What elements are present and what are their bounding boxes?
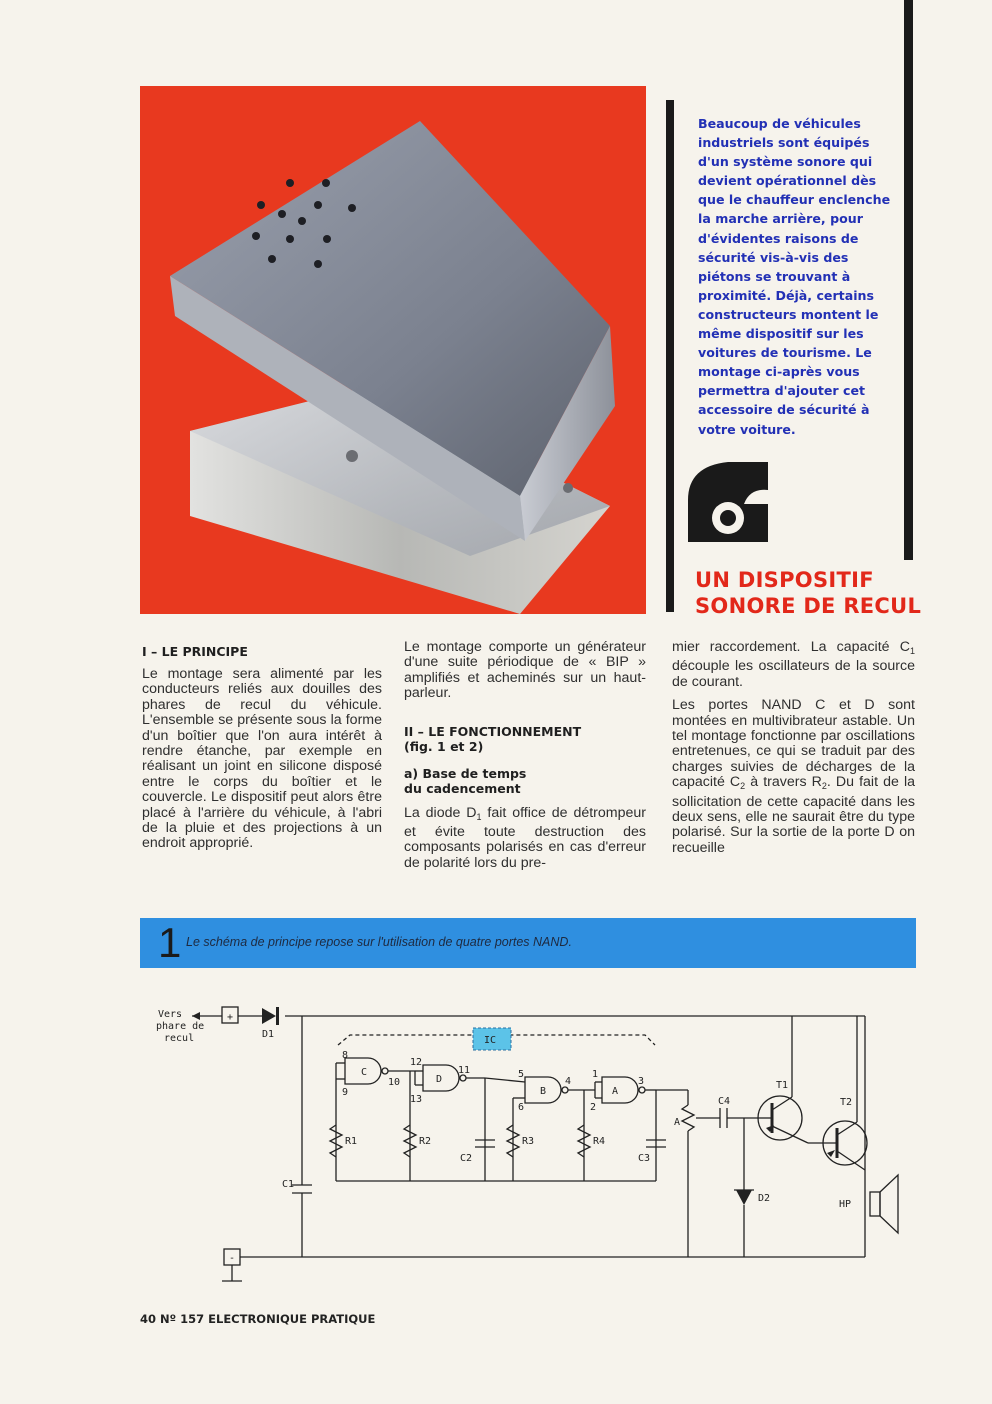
column-3: [672, 640, 915, 864]
portes-sub-2: 2: [821, 781, 827, 792]
label-d2: D2: [758, 1193, 771, 1204]
pin-11: 11: [458, 1065, 471, 1076]
figure-caption: Le schéma de principe repose sur l'utilisation de quatre portes NAND.: [186, 935, 572, 949]
heading-base-temps: [404, 766, 646, 796]
label-r4: R4: [593, 1136, 606, 1147]
label-hp: HP: [839, 1199, 852, 1210]
label-gate-c: C: [361, 1067, 368, 1078]
paragraph-diode: [404, 806, 646, 872]
portes-text-a: Les portes NAND C et D sont montées en multivibrateur astable. Un tel montage fonctionne par oscillations entretenues, ce qui se traduit par des charges suivies de décharges de la capacité C: [672, 697, 915, 791]
pin-1: 1: [592, 1069, 599, 1080]
pin-8: 8: [342, 1050, 349, 1061]
pin-5: 5: [518, 1069, 525, 1080]
label-r3: R3: [522, 1136, 535, 1147]
intro-text: Beaucoup de véhicules industriels sont équipés d'un système sonore qui devient opérationnel dès que le chauffeur enclenche la marche arrière, pour d'évidentes raisons de sécurité vis-à-vis des piétons se trouvant à proximité. Déjà, certains constructeurs montent le même dispositif sur les voitures de tourisme. Le montage ci-après vous permettra d'ajouter cet accessoire de sécurité à votre voiture.: [698, 116, 891, 437]
column-1: [142, 644, 382, 860]
portes-sub-1: 2: [740, 781, 746, 792]
label-recul: recul: [164, 1033, 195, 1044]
portes-text-b: à travers R: [745, 774, 822, 791]
label-t1: T1: [776, 1080, 789, 1091]
label-t2: T2: [840, 1097, 853, 1108]
title-line-2: SONORE DE RECUL: [695, 594, 922, 618]
vertical-rule-right: [904, 0, 913, 560]
pin-10: 10: [388, 1077, 401, 1088]
portes-text-c: . Du fait de la sollicitation de cette capacité dans les deux sens, elle ne saurait être du type polarisé. Sur la sortie de la porte D on recueille: [672, 774, 915, 856]
capacite-sub: 1: [909, 646, 915, 656]
diode-sub: 1: [476, 811, 482, 822]
label-gate-a: A: [612, 1086, 619, 1097]
heading-fonctionnement-line2: (fig. 1 et 2): [404, 738, 484, 754]
pin-12: 12: [410, 1057, 423, 1068]
label-vers: Vers: [158, 1009, 183, 1020]
heading-base-temps-line2: du cadencement: [404, 780, 521, 796]
capacite-text-b: découple les oscillateurs de la source de courant.: [672, 658, 915, 690]
capacite-text-a: mier raccordement. La capacité C: [672, 639, 910, 655]
article-title: [695, 567, 921, 619]
pin-2: 2: [590, 1102, 597, 1113]
figure-caption-banner: [140, 918, 916, 968]
pin-3: 3: [638, 1076, 645, 1087]
enclosure-photo: [140, 86, 646, 614]
label-r2: R2: [419, 1136, 432, 1147]
vertical-rule-left: [666, 100, 674, 612]
label-plus: +: [227, 1012, 234, 1023]
pin-13: 13: [410, 1094, 423, 1105]
page-footer: 40 Nº 157 ELECTRONIQUE PRATIQUE: [140, 1312, 376, 1326]
heading-fonctionnement-line1: II – LE FONCTIONNEMENT: [404, 723, 582, 739]
title-line-1: UN DISPOSITIF: [695, 568, 874, 592]
pin-4: 4: [565, 1076, 572, 1087]
label-phare: phare de: [156, 1021, 205, 1032]
paragraph-portes: [672, 698, 915, 856]
pin-6: 6: [518, 1102, 525, 1113]
paragraph-principe: Le montage sera alimenté par les conducteurs reliés aux douilles des phares de recul du véhicule. L'ensemble se présente sous la forme d'un boîtier que l'on aura intérêt à rendre étanche, par exemple en réalisant un joint en silicone disposé entre le corps du boîtier et le couvercle. Le dispositif peut alors être placé à l'arrière du véhicule, à l'abri de la pluie et des projections à un endroit approprié.: [142, 666, 382, 852]
label-r1: R1: [345, 1136, 358, 1147]
label-ic: IC: [484, 1035, 497, 1046]
figure-number: 1: [158, 919, 182, 966]
circuit-schematic: [140, 995, 920, 1295]
label-minus: -: [229, 1253, 236, 1264]
heading-principe: I – LE PRINCIPE: [142, 644, 248, 659]
paragraph-generateur: Le montage comporte un générateur d'une suite périodique de « BIP » amplifiés et acheminés sur un haut-parleur.: [404, 639, 646, 702]
heading-base-temps-line1: a) Base de temps: [404, 765, 527, 781]
heading-fonctionnement: [404, 724, 646, 754]
label-gate-b: B: [540, 1086, 547, 1097]
column-2: [404, 640, 646, 879]
section-logo-icon: [680, 460, 770, 550]
label-c3: C3: [638, 1153, 651, 1164]
label-gate-d: D: [436, 1074, 443, 1085]
paragraph-capacite: [672, 640, 915, 690]
label-c4: C4: [718, 1096, 731, 1107]
diode-text-b: fait office de détrompeur et évite toute destruction des composants polarisés en cas d'erreur de polarité lors du pre-: [404, 804, 646, 871]
label-potentiometer: A: [674, 1117, 681, 1128]
diode-text-a: La diode D: [404, 804, 477, 821]
label-c2: C2: [460, 1153, 473, 1164]
label-d1: D1: [262, 1029, 275, 1040]
pin-9: 9: [342, 1087, 349, 1098]
label-c1: C1: [282, 1179, 295, 1190]
